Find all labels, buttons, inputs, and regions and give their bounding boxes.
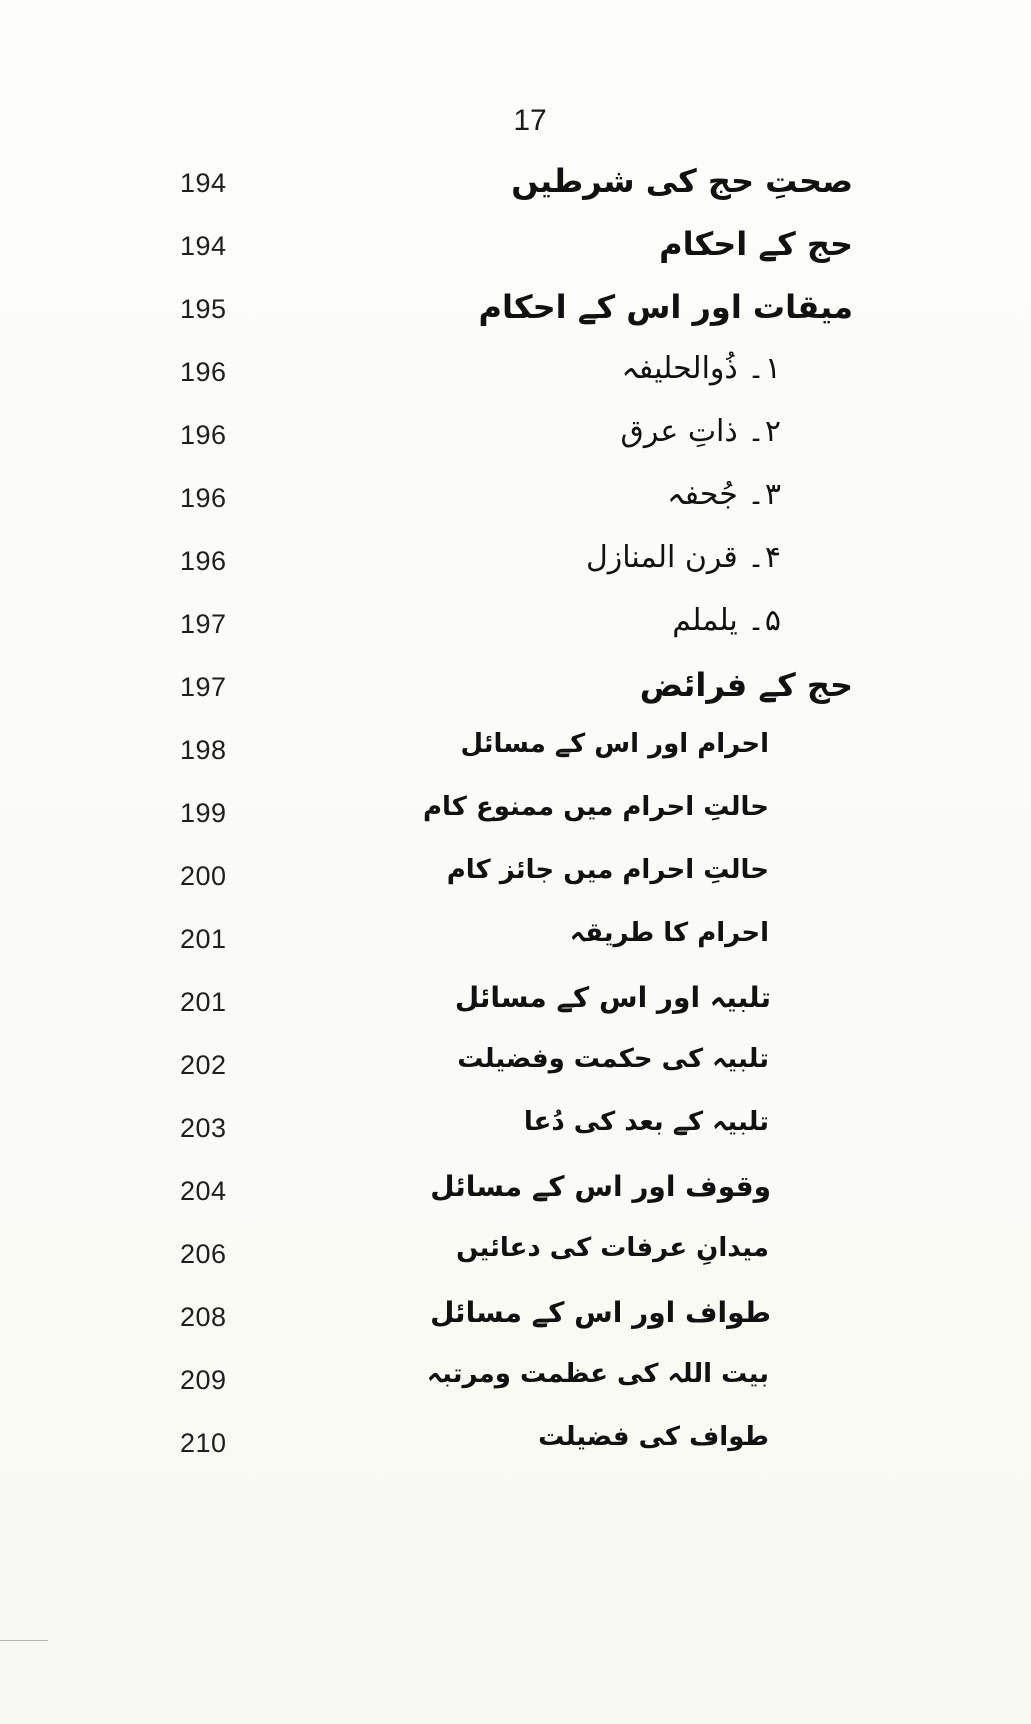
toc-entry	[0, 967, 1031, 1030]
toc-entry-page: 196	[180, 357, 227, 387]
toc-entry-page: 197	[180, 672, 227, 702]
toc-entry-title: میدانِ عرفات کی دعائیں	[456, 1233, 769, 1263]
toc-entry-title: حالتِ احرام میں جائز کام	[446, 855, 769, 885]
toc-entry	[0, 1345, 1031, 1408]
toc-entry-title: تلبیہ کی حکمت وفضیلت	[457, 1044, 769, 1074]
toc-entry-title: ۳۔ جُحفہ	[667, 477, 781, 512]
toc-entry-title: حج کے فرائض	[639, 666, 853, 704]
toc-entry	[0, 1093, 1031, 1156]
toc-entry	[0, 1030, 1031, 1093]
toc-entry	[0, 526, 1031, 589]
toc-entry-title: طواف اور اس کے مسائل	[430, 1296, 771, 1329]
toc-entry-title: تلبیہ کے بعد کی دُعا	[523, 1107, 769, 1137]
toc-entry-page: 201	[180, 987, 227, 1017]
toc-entry	[0, 1282, 1031, 1345]
toc-entry-page: 198	[180, 735, 227, 765]
toc-entry-title: میقات اور اس کے احکام	[478, 288, 853, 326]
toc-entry	[0, 463, 1031, 526]
toc-entry	[0, 904, 1031, 967]
toc-entry-title: احرام اور اس کے مسائل	[460, 729, 769, 759]
toc-entry	[0, 778, 1031, 841]
toc-entry	[0, 274, 1031, 337]
toc-entry-title: حج کے احکام	[659, 225, 853, 263]
toc-entry-page: 202	[180, 1050, 227, 1080]
toc-entry-page: 196	[180, 546, 227, 576]
toc-entry-title: ۲۔ ذاتِ عرق	[620, 414, 781, 449]
toc-entry	[0, 211, 1031, 274]
table-of-contents	[0, 148, 1031, 1471]
toc-entry-title: تلبیہ اور اس کے مسائل	[454, 981, 771, 1014]
toc-entry-title: بیت اللہ کی عظمت ومرتبہ	[426, 1359, 769, 1389]
toc-entry-page: 194	[180, 168, 227, 198]
toc-entry-title: احرام کا طریقہ	[569, 918, 769, 948]
page-edge-mark	[0, 1640, 48, 1641]
toc-entry	[0, 1156, 1031, 1219]
toc-entry-page: 200	[180, 861, 227, 891]
toc-entry	[0, 148, 1031, 211]
toc-entry	[0, 841, 1031, 904]
toc-entry-page: 199	[180, 798, 227, 828]
toc-entry	[0, 337, 1031, 400]
toc-entry-title: ۵۔ یلملم	[672, 603, 781, 638]
toc-entry-title: حالتِ احرام میں ممنوع کام	[422, 792, 769, 822]
toc-entry-title: طواف کی فضیلت	[538, 1422, 769, 1452]
toc-entry-page: 210	[180, 1428, 227, 1458]
toc-entry-page: 201	[180, 924, 227, 954]
toc-entry-page: 194	[180, 231, 227, 261]
toc-entry-title: ۴۔ قرن المنازل	[586, 540, 781, 575]
toc-entry-page: 204	[180, 1176, 227, 1206]
toc-entry	[0, 1219, 1031, 1282]
toc-entry-title: صحتِ حج کی شرطیں	[511, 162, 853, 200]
toc-entry	[0, 1408, 1031, 1471]
toc-entry-page: 206	[180, 1239, 227, 1269]
toc-entry-page: 197	[180, 609, 227, 639]
toc-entry	[0, 589, 1031, 652]
toc-entry-page: 208	[180, 1302, 227, 1332]
page-number: 17	[513, 104, 547, 137]
toc-entry-page: 196	[180, 420, 227, 450]
toc-entry-page: 209	[180, 1365, 227, 1395]
toc-entry	[0, 400, 1031, 463]
toc-entry-page: 196	[180, 483, 227, 513]
toc-entry-title: ۱۔ ذُوالحلیفہ	[621, 351, 781, 386]
toc-entry-page: 195	[180, 294, 227, 324]
toc-entry	[0, 652, 1031, 715]
toc-entry	[0, 715, 1031, 778]
toc-entry-page: 203	[180, 1113, 227, 1143]
toc-entry-title: وقوف اور اس کے مسائل	[430, 1170, 771, 1203]
